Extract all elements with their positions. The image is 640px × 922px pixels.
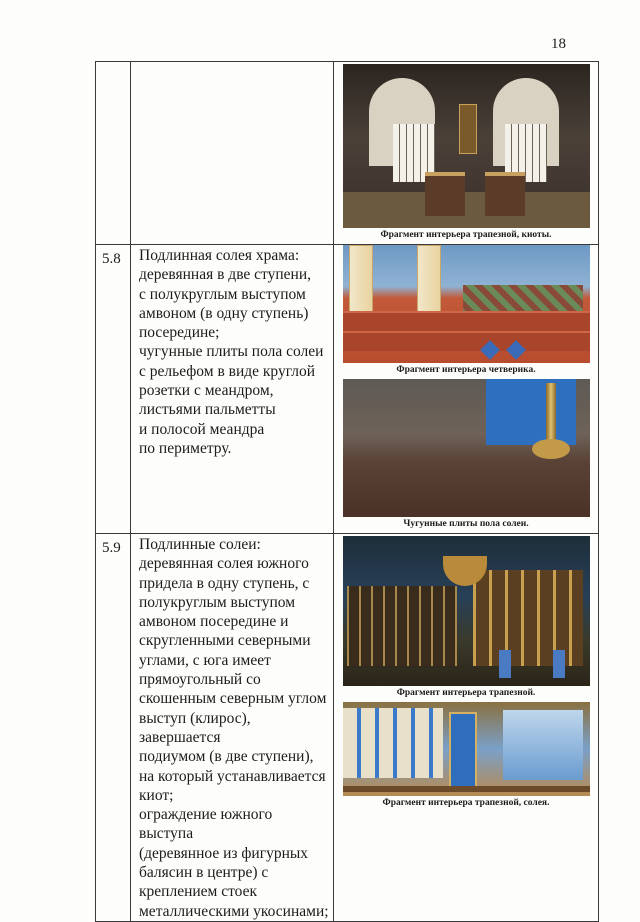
- row-photos-cell: [334, 245, 599, 534]
- row-number-cell: [96, 62, 131, 245]
- photo-caption: Фрагмент интерьера трапезной, солея.: [382, 798, 550, 808]
- photo-caption: Фрагмент интерьера трапезной.: [396, 688, 536, 698]
- interior-photo: [343, 536, 590, 686]
- row-description: [131, 62, 333, 63]
- row-number: [96, 62, 130, 68]
- row-description: Подлинная солея храма: деревянная в две ступени, с полукруглым выступом амвоном (в одну ступень) посередине; чугунные плиты пола солеи с рельефом в виде круглой розетки с меандром, листьями пальметты и полосой меандра по периметру.: [139, 247, 324, 457]
- photo-caption: Фрагмент интерьера четверика.: [396, 365, 536, 375]
- interior-photo: [343, 702, 590, 796]
- floor-photo: [343, 379, 590, 517]
- row-description-cell: [131, 62, 334, 245]
- row-number: 5.8: [102, 251, 121, 267]
- row-photos-cell: [334, 534, 599, 922]
- page-number: 18: [551, 36, 566, 52]
- table-row: [96, 62, 599, 245]
- row-description: Подлинные солеи: деревянная солея южного придела в одну ступень, с полукруглым выступом амвоном посередине и скругленными северными углами, с юга имеет прямоугольный со скошенным северным углом выступ (клирос), завершается подиумом (в две ступени), на который устанавливается киот; ограждение южного выступа (деревянное из фигурных балясин в центре) с креплением стоек металлическими укосинами;: [139, 536, 329, 920]
- photo-caption: Фрагмент интерьера трапезной, киоты.: [380, 230, 552, 240]
- interior-photo: [343, 245, 590, 363]
- heritage-table: [95, 61, 599, 922]
- row-photos-cell: [334, 62, 599, 245]
- row-number: 5.9: [102, 540, 121, 556]
- table-row: [96, 534, 599, 922]
- row-description-cell: [131, 534, 334, 922]
- table-row: [96, 245, 599, 534]
- row-number-cell: [96, 534, 131, 922]
- photo-caption: Чугунные плиты пола солеи.: [403, 519, 529, 529]
- row-description-cell: [131, 245, 334, 534]
- interior-photo: [343, 64, 590, 228]
- icon-image: [459, 104, 477, 154]
- row-number-cell: [96, 245, 131, 534]
